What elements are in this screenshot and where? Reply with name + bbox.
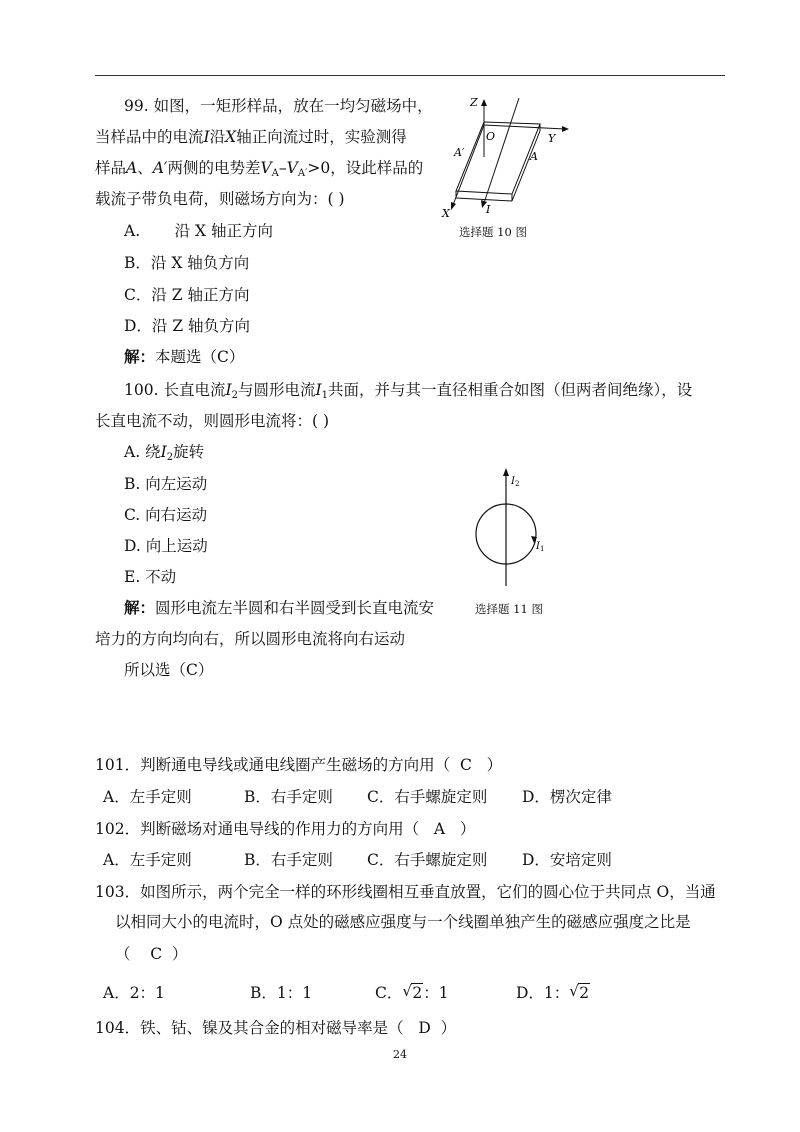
figure-11-currents (470, 468, 550, 590)
q101-option-d: D．楞次定律 (522, 788, 612, 806)
q99-line3: 样品A、A′两侧的电势差$V_A-V_{A'}>0$，设此样品的 (95, 159, 424, 179)
current-line (484, 98, 519, 203)
label-i2: $I_2$ (511, 476, 520, 488)
q100-solution-line3: 所以选（C） (124, 661, 214, 679)
q99-line1: 99. 如图，一矩形样品，放在一均匀磁场中， (124, 97, 433, 115)
label-z: Z (470, 96, 478, 109)
q102-option-b: B．右手定则 (244, 851, 333, 869)
q103-line1: 103．如图所示，两个完全一样的环形线圈相互垂直放置，它们的圆心位于共同点 O，当通 (95, 883, 716, 901)
q100-option-d: D. 向上运动 (124, 537, 208, 555)
q99-solution: 解：本题选（C） (124, 347, 245, 366)
figure-10-sample (440, 95, 580, 220)
label-a-prime: A′ (454, 146, 465, 159)
q103-option-b: B．1：1 (250, 984, 313, 1002)
q103-option-c: C． √ 2：1 (375, 982, 449, 1002)
label-y: Y (548, 132, 556, 145)
label-x: X (442, 207, 450, 220)
q100-line2: 长直电流不动，则圆形电流将：( ) (95, 412, 330, 430)
label-i1: $I_1$ (536, 541, 545, 553)
q99-option-a: A. 沿 X 轴正方向 (124, 222, 273, 240)
header-rule (95, 75, 725, 76)
q102-question: 102．判断磁场对通电导线的作用力的方向用（ A ） (95, 820, 476, 838)
q102-option-c: C．右手螺旋定则 (367, 851, 488, 869)
q104-question: 104．铁、钴、镍及其合金的相对磁导率是（ D ） (95, 1019, 457, 1037)
q103-line3: （ C ） (115, 945, 188, 963)
figure-10-caption: 选择题 10 图 (459, 225, 527, 239)
page-number: 24 (393, 1048, 407, 1061)
q99-option-d: D．沿 Z 轴负方向 (124, 317, 251, 335)
q100-solution-line2: 培力的方向均向右，所以圆形电流将向右运动 (95, 630, 406, 648)
q99-line2: 当样品中的电流I沿X轴正向流过时，实验测得 (95, 128, 407, 146)
q102-option-d: D．安培定则 (522, 851, 612, 869)
q99-option-c: C．沿 Z 轴正方向 (124, 286, 250, 304)
label-o: O (486, 130, 496, 143)
q102-option-a: A．左手定则 (103, 851, 192, 869)
y-axis (484, 125, 565, 129)
q100-option-c: C. 向右运动 (124, 506, 208, 524)
q101-question: 101．判断通电导线或通电线圈产生磁场的方向用（ C ） (95, 756, 503, 774)
q100-solution-line1: 解：圆形电流左半圆和右半圆受到长直电流安 (124, 598, 435, 617)
sqrt-two: √ 2 (569, 982, 590, 1002)
q100-option-e: E. 不动 (124, 568, 177, 586)
q100-option-a: A. 绕$I_2$旋转 (124, 443, 205, 463)
sqrt-two: √ 2 (402, 982, 423, 1002)
q99-line4: 载流子带负电荷，则磁场方向为：( ) (95, 190, 345, 208)
q101-option-b: B．右手定则 (244, 788, 333, 806)
figure-11-caption: 选择题 11 图 (475, 602, 543, 616)
sample-top-face (456, 122, 540, 194)
label-a: A (530, 150, 538, 163)
label-i: I (486, 203, 491, 216)
q99-option-b: B．沿 X 轴负方向 (124, 254, 250, 272)
q101-option-a: A．左手定则 (103, 788, 192, 806)
q103-option-d: D．1： √ 2 (516, 982, 590, 1002)
q103-line2: 以相同大小的电流时，O 点处的磁感应强度与一个线圈单独产生的磁感应强度之比是 (115, 913, 691, 931)
q103-option-a: A．2：1 (103, 984, 165, 1002)
q100-option-b: B. 向左运动 (124, 475, 208, 493)
q101-option-c: C．右手螺旋定则 (367, 788, 488, 806)
q100-line1: 100. 长直电流$I_2$与圆形电流$I_1$共面，并与其一直径相重合如图（但两者间绝缘），设 (124, 381, 693, 401)
x-axis (453, 125, 484, 205)
